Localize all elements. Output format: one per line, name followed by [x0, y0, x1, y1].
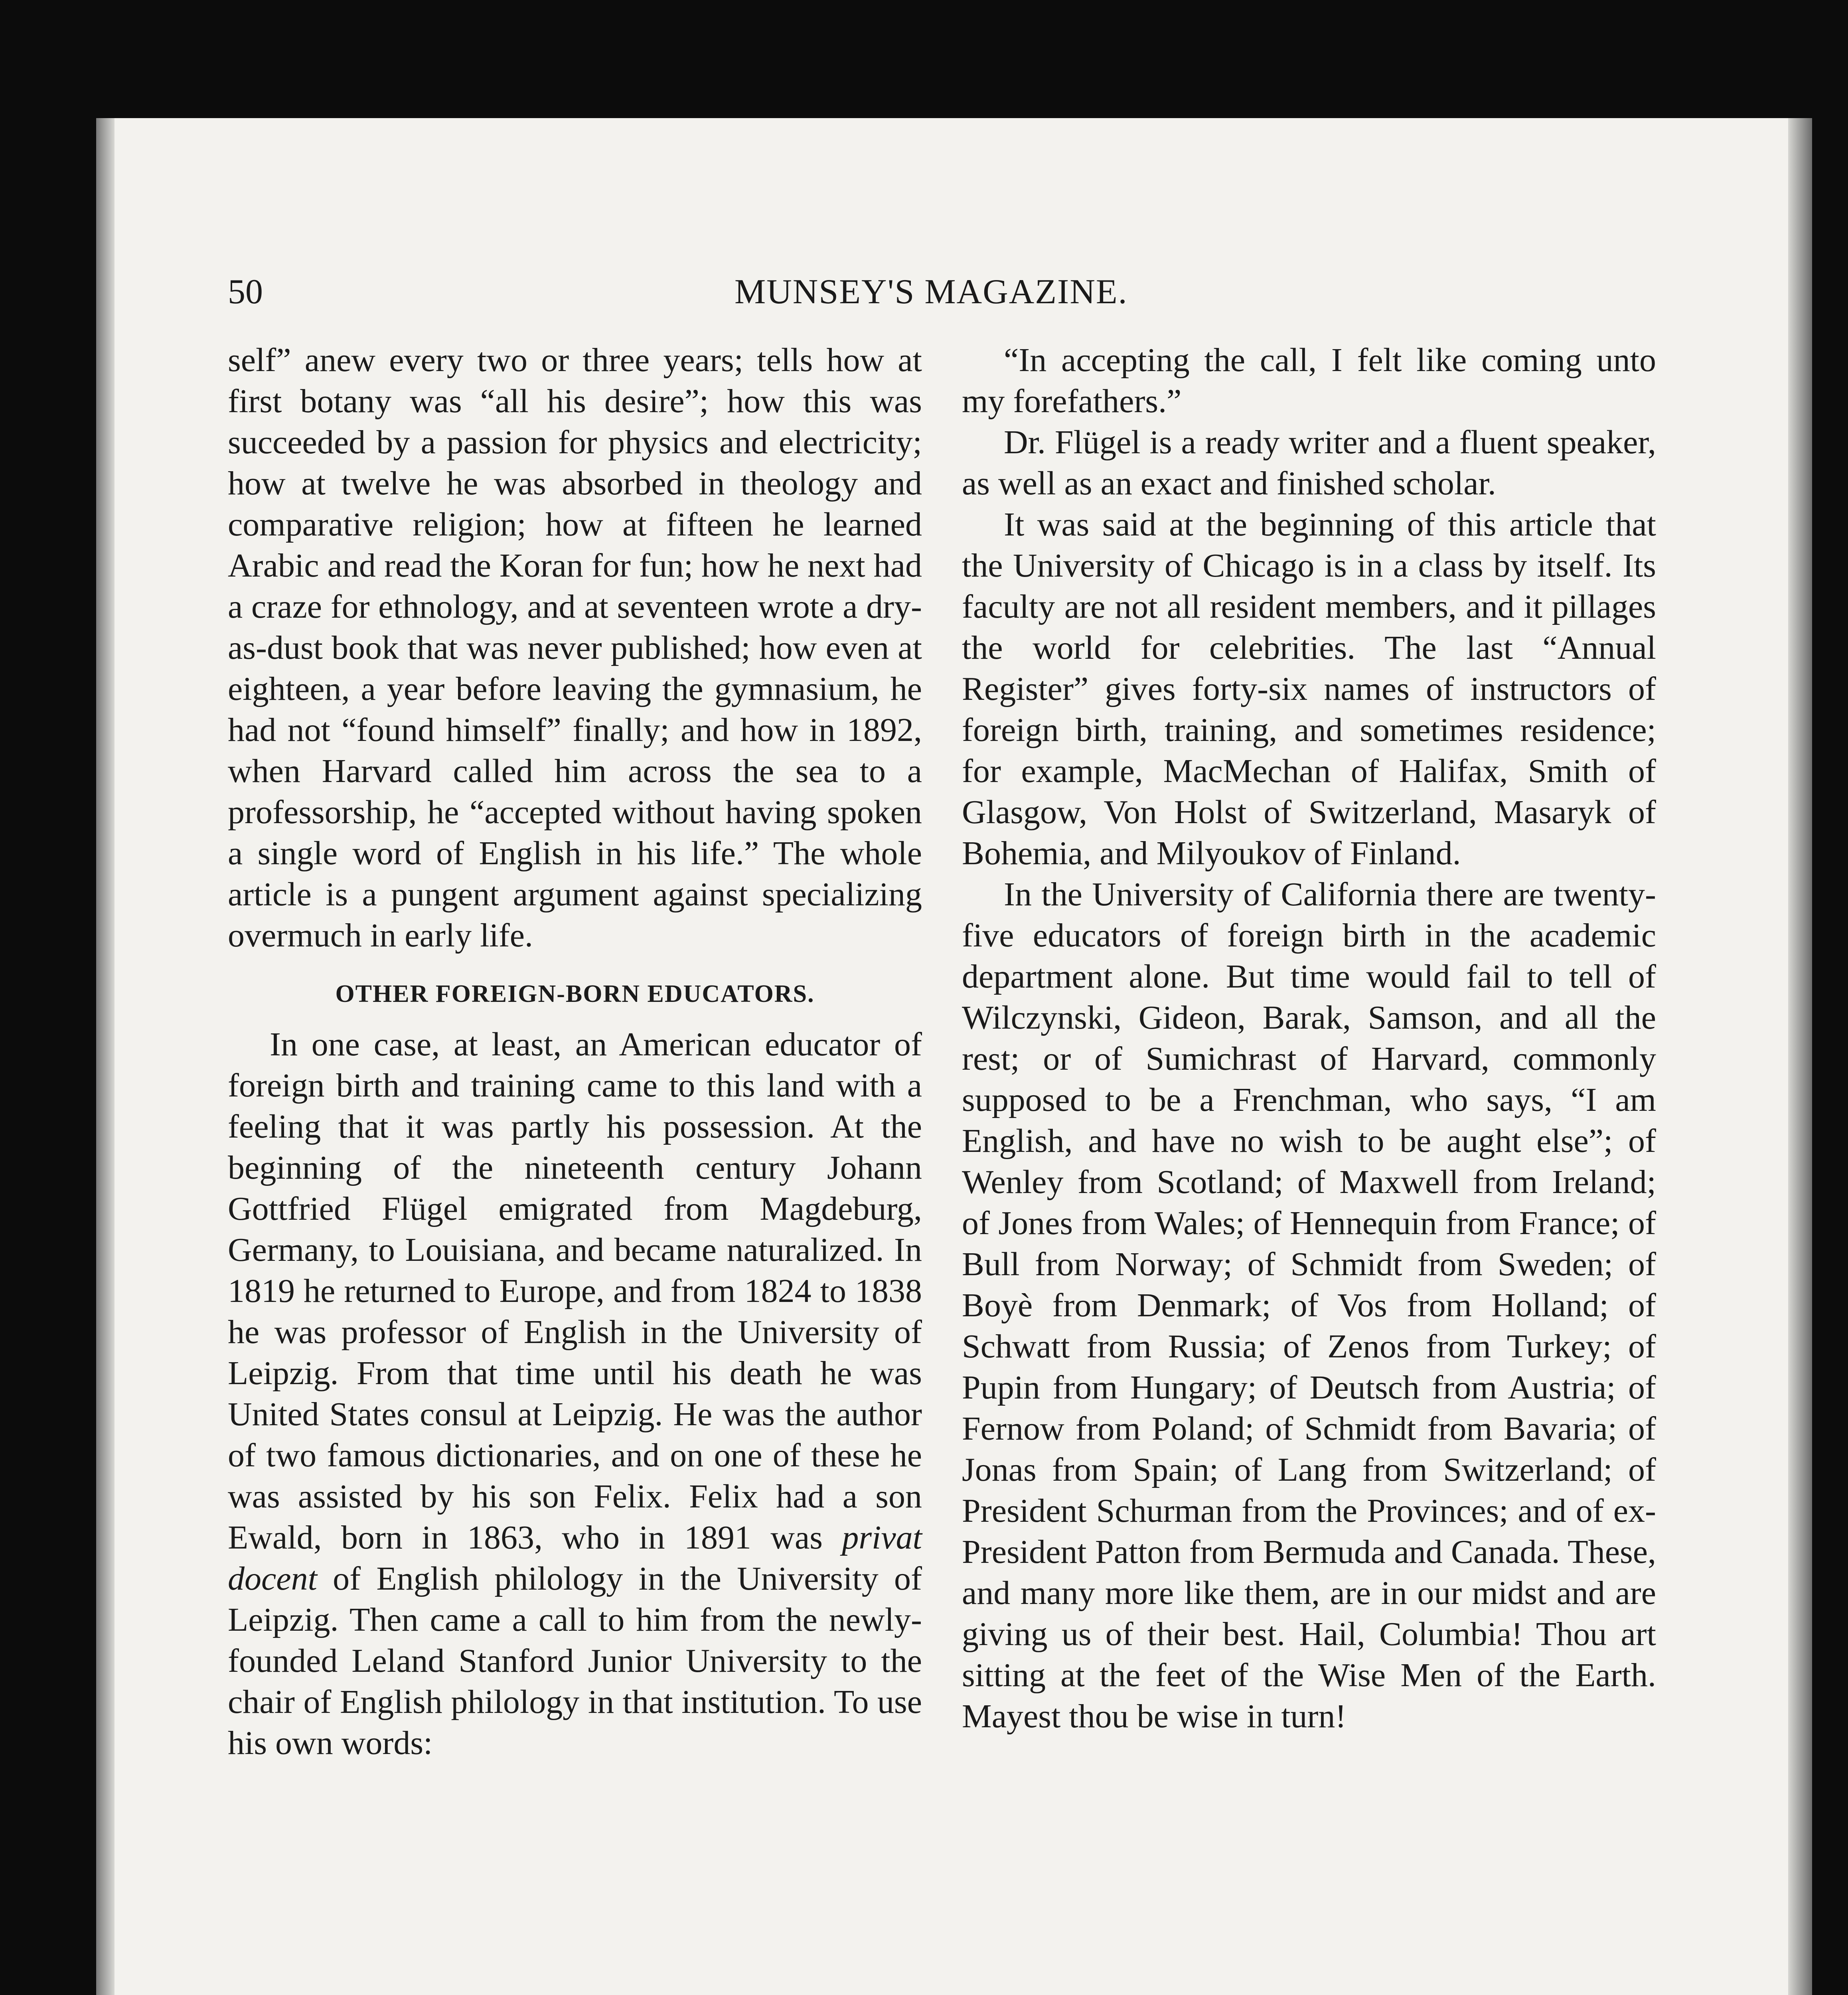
paragraph-text: of English philology in the University of Leipzig. Then came a call to him from the newly-founded Leland Stanford Junior University to the chair of English philology in that institution. To use his own words:: [228, 1560, 922, 1762]
left-column: [228, 340, 922, 1764]
right-column: [962, 340, 1656, 1737]
paragraph-continued: self” anew every two or three years; tells how at first botany was “all his desire”; how this was succeeded by a passion for physics and electricity; how at twelve he was absorbed in theology and comparative religion; how at fifteen he learned Arabic and read the Koran for fun; how he next had a craze for ethnology, and at seventeen wrote a dry-as-dust book that was never published; how even at eighteen, a year before leaving the gymnasium, he had not “found himself” finally; and how in 1892, when Harvard called him across the sea to a professorship, he “accepted without having spoken a single word of English in his life.” The whole article is a pungent argument against specializing overmuch in early life.: [228, 342, 922, 954]
paragraph-quote: “In accepting the call, I felt like coming unto my forefathers.”: [962, 342, 1656, 420]
magazine-page: [96, 118, 1812, 1995]
magazine-title: MUNSEY'S MAGAZINE.: [734, 273, 1128, 311]
paragraph-text: In one case, at least, an American educator of foreign birth and training came to this land with a feeling that it was partly his possession. At the beginning of the nineteenth century Johann Gottfried Flügel emigrated from Magdeburg, Germany, to Louisiana, and became naturalized. In 1819 he returned to Europe, and from 1824 to 1838 he was professor of English in the University of Leipzig. From that time until his death he was United States consul at Leipzig. He was the author of two famous dictionaries, and on one of these he was assisted by his son Felix. Felix had a son Ewald, born in 1863, who in 1891 was: [228, 1026, 922, 1556]
page-number: 50: [228, 273, 263, 311]
italic-term: privat docent: [228, 1519, 922, 1597]
page-left-edge-shadow: [96, 118, 115, 1995]
section-heading: OTHER FOREIGN-BORN EDUCATORS.: [335, 980, 815, 1007]
page-right-edge-shadow: [1788, 118, 1812, 1995]
paragraph-flugel-writer: Dr. Flügel is a ready writer and a fluent speaker, as well as an exact and finished scholar.: [962, 424, 1656, 502]
paragraph-flugel: [228, 1024, 922, 1764]
paragraph-chicago: It was said at the beginning of this article that the University of Chicago is in a class by itself. Its faculty are not all resident members, and it pillages the world for celebrities. The last “Annual Register” gives forty-six names of instructors of foreign birth, training, and sometimes residence; for example, MacMechan of Halifax, Smith of Glasgow, Von Holst of Switzerland, Masaryk of Bohemia, and Milyoukov of Finland.: [962, 506, 1656, 872]
paragraph-california: In the University of California there are twenty-five educators of foreign birth in the academic department alone. But time would fail to tell of Wilczynski, Gideon, Barak, Samson, and all the rest; or of Sumichrast of Harvard, commonly supposed to be a Frenchman, who says, “I am English, and have no wish to be aught else”; of Wenley from Scotland; of Maxwell from Ireland; of Jones from Wales; of Hennequin from France; of Bull from Norway; of Schmidt from Sweden; of Boyè from Denmark; of Vos from Holland; of Schwatt from Russia; of Zenos from Turkey; of Pupin from Hungary; of Deutsch from Austria; of Fernow from Poland; of Schmidt from Bavaria; of Jonas from Spain; of Lang from Switzerland; of President Schurman from the Provinces; and of ex-President Patton from Bermuda and Canada. These, and many more like them, are in our midst and are giving us of their best. Hail, Columbia! Thou art sitting at the feet of the Wise Men of the Earth. Mayest thou be wise in turn!: [962, 876, 1656, 1735]
running-head: [96, 272, 1812, 316]
